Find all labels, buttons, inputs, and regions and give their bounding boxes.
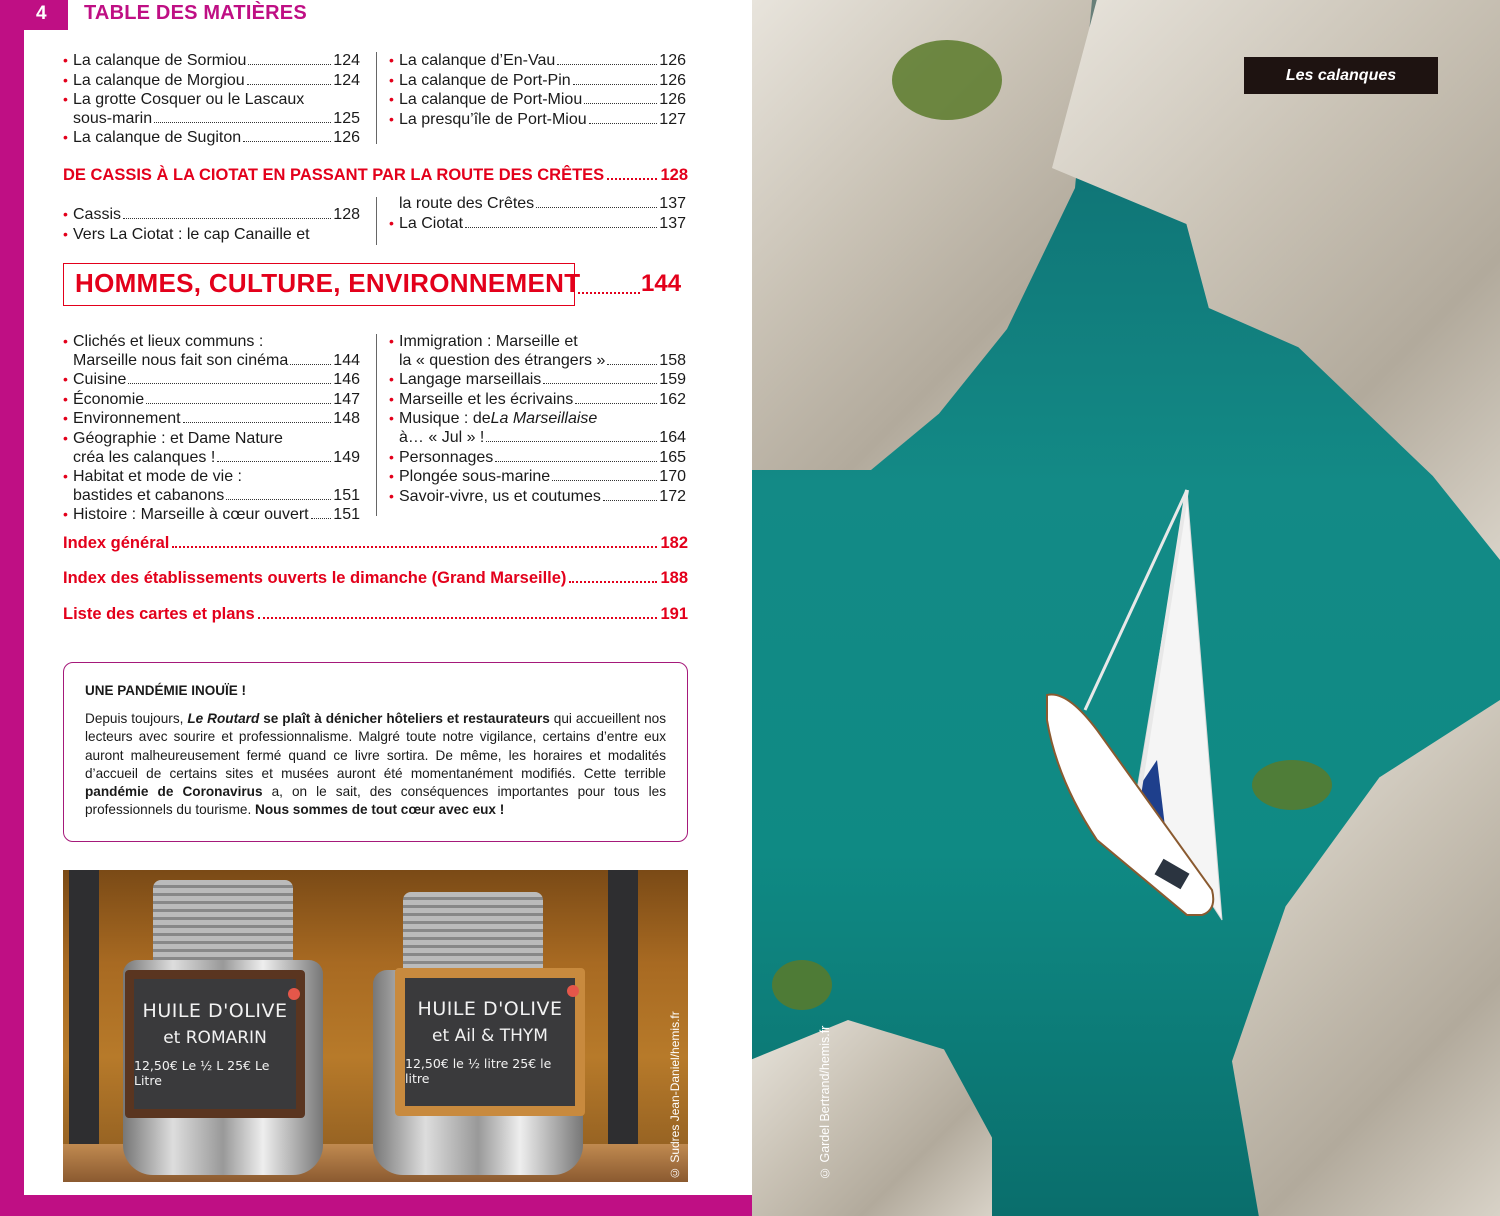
- page-ref: 165: [659, 448, 686, 466]
- bullet-icon: •: [63, 91, 68, 108]
- chalkboard-ail-thym: HUILE D'OLIVE et Ail & THYM 12,50€ le ½ litre 25€ le litre: [395, 968, 585, 1116]
- sailboat-icon: [1037, 460, 1237, 940]
- page-title: TABLE DES MATIÈRES: [84, 2, 307, 24]
- page-ref: 127: [659, 110, 686, 128]
- notice-title: UNE PANDÉMIE INOUÏE !: [85, 683, 247, 698]
- page-edge-stripe: [0, 0, 24, 1216]
- calanques-photo: [752, 0, 1500, 1216]
- bullet-icon: •: [389, 390, 394, 407]
- shelf-post: [608, 870, 638, 1182]
- leader-dots: [578, 292, 640, 294]
- chalkboard-romarin: HUILE D'OLIVE et ROMARIN 12,50€ Le ½ L 25€ Le Litre: [125, 970, 305, 1118]
- toc-entry[interactable]: • Environnement 148: [63, 410, 360, 428]
- bullet-icon: •: [63, 410, 68, 427]
- leader-dots: [172, 546, 657, 548]
- page-ref: 191: [660, 605, 688, 623]
- leader-dots: [495, 461, 657, 462]
- page-number: 4: [36, 3, 47, 24]
- bullet-icon: •: [389, 71, 394, 88]
- toc-entry[interactable]: • Histoire : Marseille à cœur ouvert 151: [63, 506, 360, 524]
- page-ref: 126: [659, 71, 686, 89]
- page-ref: 128: [660, 166, 688, 184]
- bullet-icon: •: [389, 410, 394, 427]
- leader-dots: [128, 383, 331, 384]
- bullet-icon: •: [389, 110, 394, 127]
- leader-dots: [465, 227, 657, 228]
- toc-entry[interactable]: • La calanque de Sormiou 124: [63, 52, 360, 69]
- toc-entry[interactable]: • Langage marseillais 159: [389, 371, 686, 389]
- page-ref: 148: [333, 410, 360, 428]
- cliff-bottom-left: [752, 1020, 992, 1216]
- bullet-icon: •: [389, 52, 394, 68]
- toc-entry[interactable]: • Plongée sous-marine 170: [389, 468, 686, 486]
- toc-hommes-left: [63, 332, 360, 525]
- leader-dots: [258, 617, 658, 619]
- page-ref: 125: [333, 109, 360, 127]
- leader-dots: [607, 178, 657, 180]
- page-ref: 128: [333, 206, 360, 223]
- toc-cassis-right: [389, 195, 686, 233]
- bullet-icon: •: [389, 91, 394, 108]
- toc-entry[interactable]: • Savoir-vivre, us et coutumes 172: [389, 487, 686, 505]
- page-ref: 151: [333, 506, 360, 524]
- page-ref: 126: [333, 129, 360, 147]
- leader-dots: [247, 84, 332, 85]
- shelf-post: [69, 870, 99, 1182]
- bullet-icon: •: [389, 371, 394, 388]
- photo-credit: © Gardel Bertrand/hemis.fr: [818, 1025, 832, 1180]
- toc-entry[interactable]: • Immigration : Marseille et la « question des étrangers » 158: [389, 333, 686, 369]
- leader-dots: [243, 141, 331, 142]
- page-ref: 124: [333, 52, 360, 69]
- toc-entry[interactable]: • La grotte Cosquer ou le Lascaux sous-marin 125: [63, 91, 360, 127]
- bullet-icon: •: [63, 225, 68, 242]
- section-heading-cassis[interactable]: DE CASSIS À LA CIOTAT EN PASSANT PAR LA ROUTE DES CRÊTES 128: [63, 166, 688, 184]
- toc-cassis-left: [63, 205, 360, 244]
- bullet-icon: •: [63, 468, 68, 485]
- toc-entry[interactable]: • Vers La Ciotat : le cap Canaille et: [63, 225, 310, 243]
- toc-entry[interactable]: • Cuisine 146: [63, 371, 360, 389]
- page-bottom-stripe: [0, 1195, 752, 1216]
- bullet-icon: •: [63, 129, 68, 146]
- jar-neck: [153, 880, 293, 970]
- photo-credit: © Sudres Jean-Daniel/hemis.fr: [668, 1011, 682, 1180]
- toc-entry[interactable]: • Marseille et les écrivains 162: [389, 390, 686, 408]
- bullet-icon: •: [389, 214, 394, 231]
- page-ref: 124: [333, 71, 360, 89]
- vegetation: [1252, 760, 1332, 810]
- bullet-icon: •: [63, 71, 68, 88]
- toc-entry[interactable]: • La calanque d’En-Vau 126: [389, 52, 686, 69]
- toc-calanques-right: [389, 51, 686, 129]
- leader-dots: [248, 64, 331, 65]
- bullet-icon: •: [389, 333, 394, 349]
- index-sunday-link[interactable]: Index des établissements ouverts le dimanche (Grand Marseille) 188: [63, 569, 688, 587]
- toc-entry[interactable]: • La presqu’île de Port-Miou 127: [389, 110, 686, 128]
- page-ref: 170: [659, 468, 686, 486]
- toc-entry[interactable]: • Musique : de La Marseillaise à… « Jul » ! 164: [389, 410, 686, 446]
- page-ref: 137: [659, 195, 686, 212]
- leader-dots: [146, 403, 331, 404]
- leader-dots: [575, 403, 657, 404]
- page-ref: 126: [659, 91, 686, 109]
- column-divider: [376, 52, 377, 144]
- page-ref: 137: [659, 214, 686, 232]
- leader-dots: [226, 499, 331, 500]
- bullet-icon: •: [63, 333, 68, 349]
- toc-hommes-right: [389, 332, 686, 506]
- toc-entry[interactable]: • La Ciotat 137: [389, 214, 686, 232]
- page-ref: 162: [659, 390, 686, 408]
- page-ref: 188: [660, 569, 688, 587]
- bullet-icon: •: [389, 487, 394, 504]
- page-ref: 151: [333, 486, 360, 504]
- leader-dots: [603, 500, 657, 501]
- leader-dots: [552, 480, 657, 481]
- page-ref: 146: [333, 371, 360, 389]
- leader-dots: [569, 581, 657, 583]
- page-ref: 147: [333, 390, 360, 408]
- column-divider: [376, 197, 377, 245]
- bullet-icon: •: [389, 468, 394, 485]
- page-ref: 149: [333, 448, 360, 466]
- bullet-icon: •: [63, 429, 68, 446]
- toc-entry-continued[interactable]: la route des Crêtes 137: [399, 195, 686, 212]
- section-heading-hommes[interactable]: HOMMES, CULTURE, ENVIRONNEMENT: [75, 268, 581, 298]
- leader-dots: [589, 123, 658, 124]
- leader-dots: [584, 103, 657, 104]
- leader-dots: [557, 64, 657, 65]
- pandemic-notice: [63, 662, 688, 842]
- page-ref: 144: [333, 351, 360, 369]
- vegetation: [892, 40, 1002, 120]
- toc-entry[interactable]: • Cassis 128: [63, 206, 360, 223]
- leader-dots: [486, 441, 657, 442]
- index-general-link[interactable]: Index général 182: [63, 534, 688, 552]
- bullet-icon: •: [63, 206, 68, 222]
- leader-dots: [154, 122, 331, 123]
- olive-oil-photo: [63, 870, 688, 1182]
- leader-dots: [217, 461, 331, 462]
- leader-dots: [543, 383, 657, 384]
- page-number-tab: [0, 0, 68, 30]
- bullet-icon: •: [63, 371, 68, 388]
- toc-entry[interactable]: • La calanque de Morgiou 124: [63, 71, 360, 89]
- page-ref: 159: [659, 371, 686, 389]
- maps-list-link[interactable]: Liste des cartes et plans 191: [63, 605, 688, 623]
- toc-entry[interactable]: • La calanque de Port-Miou 126: [389, 91, 686, 109]
- photo-caption: Les calanques: [1244, 57, 1438, 94]
- leader-dots: [123, 218, 331, 219]
- bullet-icon: •: [63, 506, 68, 523]
- toc-entry[interactable]: • Clichés et lieux communs : Marseille nous fait son cinéma 144: [63, 333, 360, 369]
- toc-entry[interactable]: • La calanque de Port-Pin 126: [389, 71, 686, 89]
- leader-dots: [311, 518, 332, 519]
- page-ref: 164: [659, 428, 686, 446]
- sticker-dot: [567, 985, 579, 997]
- bullet-icon: •: [63, 390, 68, 407]
- toc-entry[interactable]: • La calanque de Sugiton 126: [63, 129, 360, 147]
- bullet-icon: •: [389, 448, 394, 465]
- toc-entry[interactable]: • Économie 147: [63, 390, 360, 408]
- notice-body: Depuis toujours, Le Routard se plaît à dénicher hôteliers et restaurateurs qui accueillent nos lecteurs avec sourire et professionnalisme. Malgré toute notre vigilance, certains d’entre eux auront malheureusement fermé quand ce livre sortira. De même, les horaires et modalités d’accueil de certains sites et musées auront été momentanément modifiés. Cette terrible pandémie de Coronavirus a, on le sait, des conséquences importantes pour tous les professionnels du tourisme. Nous sommes de tout cœur avec eux !: [85, 711, 666, 818]
- page-ref: 158: [659, 351, 686, 369]
- leader-dots: [290, 364, 331, 365]
- page-ref: 172: [659, 487, 686, 505]
- leader-dots: [573, 84, 658, 85]
- toc-calanques-left: [63, 51, 360, 148]
- bullet-icon: •: [63, 52, 68, 68]
- leader-dots: [183, 422, 332, 423]
- page-ref: 126: [659, 52, 686, 69]
- sticker-dot: [288, 988, 300, 1000]
- leader-dots: [607, 364, 657, 365]
- column-divider: [376, 334, 377, 516]
- toc-entry[interactable]: • Personnages 165: [389, 448, 686, 466]
- toc-entry[interactable]: • Géographie : et Dame Nature créa les calanques ! 149: [63, 429, 360, 466]
- page-ref: 144: [641, 270, 682, 297]
- toc-entry[interactable]: • Habitat et mode de vie : bastides et cabanons 151: [63, 468, 360, 504]
- page-ref: 182: [660, 534, 688, 552]
- leader-dots: [536, 207, 657, 208]
